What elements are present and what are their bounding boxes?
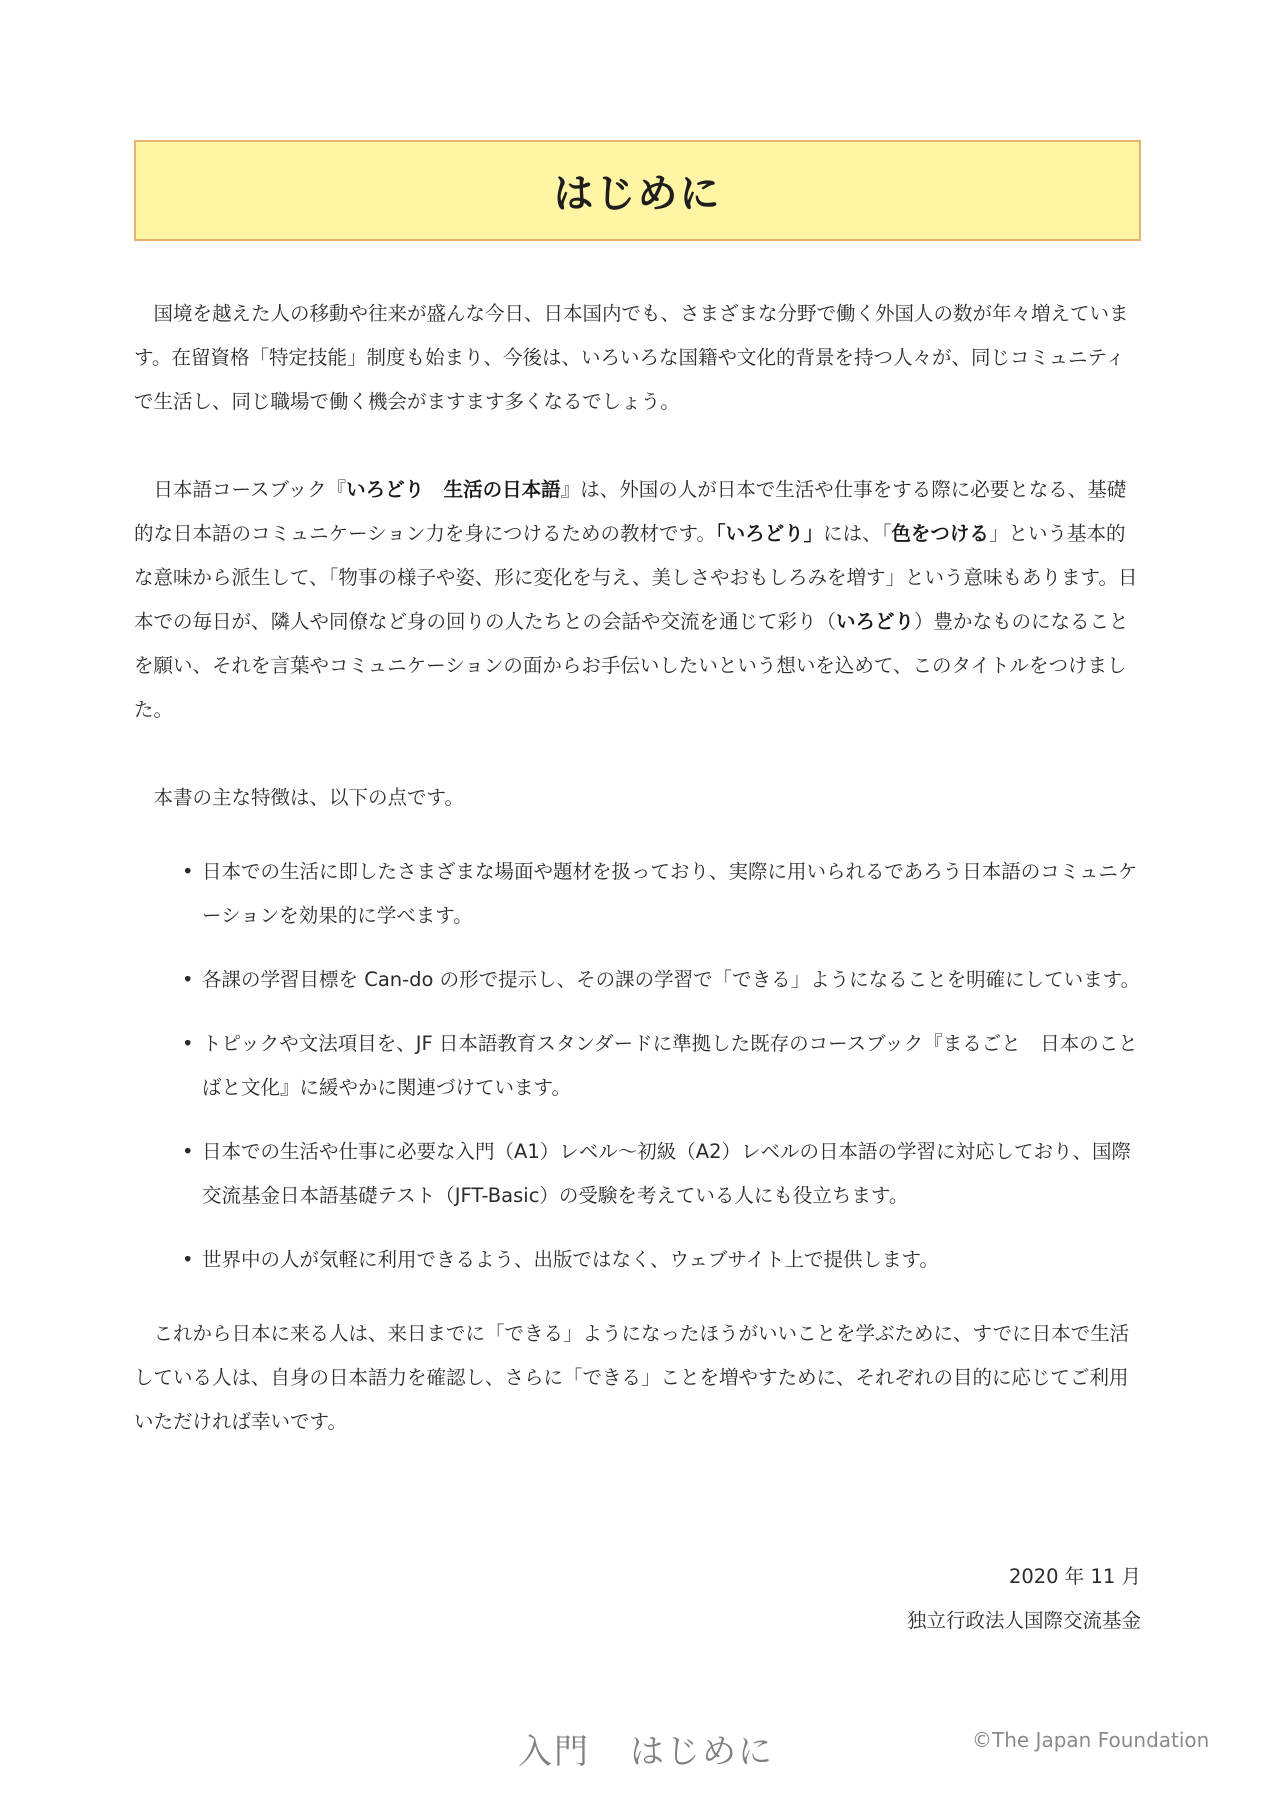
features-intro: 本書の主な特徴は、以下の点です。 xyxy=(153,786,464,809)
text-span: 』は、外国の人が日本で生活や仕事をする際に必要となる、基礎的な日本語のコミュニケーション力を身につけるための教材です。 xyxy=(134,478,1127,545)
text-span: には、「 xyxy=(823,522,892,545)
feature-item: • トピックや文法項目を、JF 日本語教育スタンダードに準拠した既存のコースブック『まるごと 日本のことばと文化』に緩やかに関連づけています。 xyxy=(182,1022,1144,1110)
organization: 独立行政法人国際交流基金 xyxy=(906,1609,1141,1632)
irodori-reading-bold: いろどり xyxy=(836,610,915,633)
text-span: 日本語コースブック『 xyxy=(153,478,347,501)
intro-paragraph: 国境を越えた人の移動や往来が盛んな今日、日本国内でも、さまざまな分野で働く外国人の数が年々増えています。在留資格「特定技能」制度も始まり、今後は、いろいろな国籍や文化的背景を持つ人々が、同じコミュニティで生活し、同じ職場で働く機会がますます多くなるでしょう。 xyxy=(134,302,1129,413)
irodori-bold: 「いろどり」 xyxy=(715,522,824,545)
title-banner xyxy=(134,140,1141,241)
copyright: ©The Japan Foundation xyxy=(972,1728,1210,1752)
main-content xyxy=(134,292,1144,1444)
book-title-bold: いろどり 生活の日本語 xyxy=(346,478,561,501)
feature-item: • 日本での生活や仕事に必要な入門（A1）レベル～初級（A2）レベルの日本語の学習に対応しており、国際交流基金日本語基礎テスト（JFT-Basic）の受験を考えている人にも役立ちます。 xyxy=(182,1130,1144,1218)
feature-item: • 日本での生活に即したさまざまな場面や題材を扱っており、実際に用いられるであろう日本語のコミュニケーションを効果的に学べます。 xyxy=(182,850,1144,938)
features-list xyxy=(134,850,1144,1282)
feature-item: • 世界中の人が気軽に利用できるよう、出版ではなく、ウェブサイト上で提供します。 xyxy=(182,1238,1144,1282)
footer-level: 入門 xyxy=(518,1732,590,1772)
text-span: ）豊かなものになることを願い、それを言葉やコミュニケーションの面からお手伝いしたいという想いを込めて、このタイトルをつけました。 xyxy=(134,610,1129,721)
signature-block xyxy=(907,1555,1141,1643)
page-title: はじめに xyxy=(553,171,722,217)
closing-paragraph: これから日本に来る人は、来日までに「できる」ようになったほうがいいことを学ぶために、すでに日本で生活している人は、自身の日本語力を確認し、さらに「できる」ことを増やすために、それぞれの目的に応じてご利用いただければ幸いです。 xyxy=(134,1322,1130,1433)
title-explanation-paragraph xyxy=(134,468,1144,732)
iro-wo-tsukeru-bold: 色をつける xyxy=(891,522,989,545)
feature-item: • 各課の学習目標を Can-do の形で提示し、その課の学習で「できる」ようになることを明確にしています。 xyxy=(182,958,1144,1002)
footer-section: はじめに xyxy=(630,1732,774,1772)
date: 2020 年 11 月 xyxy=(1008,1565,1141,1588)
text-span: 」という基本的な意味から派生して、「物事の様子や姿、形に変化を与え、美しさやおもしろみを増す」という意味もあります。日本での毎日が、隣人や同僚など身の回りの人たちとの会話や交流を通じて彩り（ xyxy=(134,522,1138,633)
footer-section-label xyxy=(518,1724,774,1773)
